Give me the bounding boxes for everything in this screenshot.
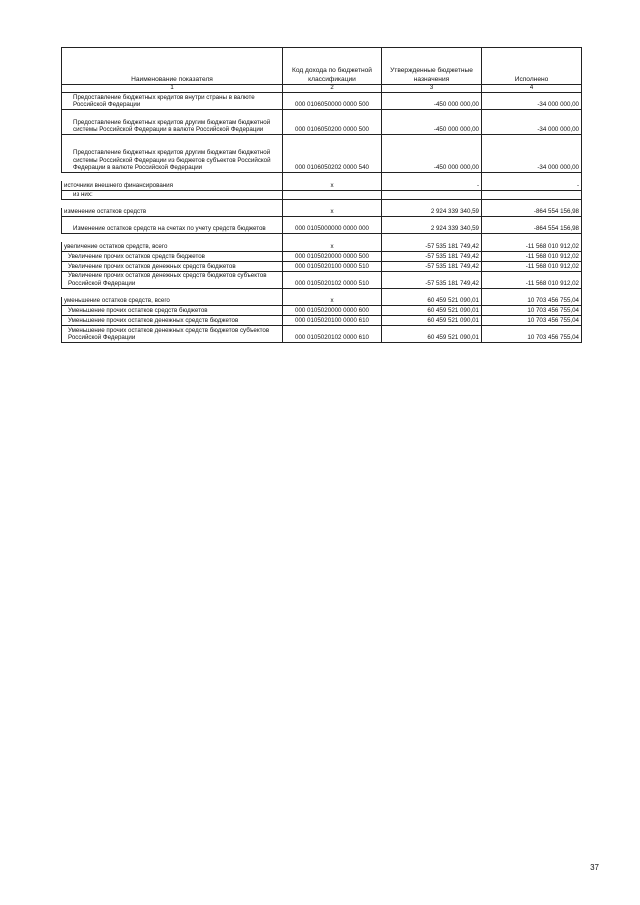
row-code: х (283, 297, 382, 306)
row-plan-value: -57 535 181 749,42 (382, 261, 482, 271)
row-plan-value: -450 000 000,00 (382, 110, 482, 135)
row-name: увеличение остатков средств, всего (62, 242, 283, 251)
table-row (62, 242, 582, 251)
row-name: изменение остатков средств (62, 208, 283, 217)
table-row (62, 297, 582, 306)
row-name: уменьшение остатков средств, всего (62, 297, 283, 306)
row-plan-value: 2 924 339 340,59 (382, 217, 482, 234)
table-row (62, 110, 582, 135)
row-name: Предоставление бюджетных кредитов другим бюджетам бюджетной системы Российской Федерации в валюте Российской Федерации (62, 110, 283, 135)
row-code: 000 0105020102 0000 610 (283, 326, 382, 343)
row-plan-value: -57 535 181 749,42 (382, 251, 482, 261)
row-name: Предоставление бюджетных кредитов другим бюджетам бюджетной системы Российской Федерации из бюджетов субъектов Российской Федерации в валюте Российской Федерации (62, 135, 283, 173)
table-row (62, 135, 582, 173)
row-code: 000 0106050200 0000 500 (283, 110, 382, 135)
table-row (62, 306, 582, 316)
table-row (62, 326, 582, 343)
row-code: 000 0105020000 0000 500 (283, 251, 382, 261)
budget-execution-table (61, 47, 582, 343)
row-code: х (283, 181, 382, 190)
row-code (283, 190, 382, 199)
spacer-row (62, 234, 582, 243)
row-exec-value: 10 703 456 755,04 (482, 306, 582, 316)
row-plan-value: -57 535 181 749,42 (382, 242, 482, 251)
row-code: 000 0106050000 0000 500 (283, 93, 382, 110)
row-exec-value: -34 000 000,00 (482, 110, 582, 135)
row-plan-value: -57 535 181 749,42 (382, 271, 482, 288)
spacer-row (62, 288, 582, 297)
page-number: 37 (590, 863, 599, 872)
header-classification-code: Код дохода по бюджетной классификации (283, 48, 382, 85)
table-header-row (62, 48, 582, 85)
row-exec-value: - (482, 181, 582, 190)
row-code: х (283, 208, 382, 217)
row-exec-value: -11 568 010 912,02 (482, 251, 582, 261)
spacer-row (62, 199, 582, 208)
header-indicator-name: Наименование показателя (62, 48, 283, 85)
column-number: 3 (382, 85, 482, 93)
row-exec-value: -11 568 010 912,02 (482, 271, 582, 288)
column-number: 4 (482, 85, 582, 93)
table-row (62, 316, 582, 326)
table-row (62, 217, 582, 234)
row-plan-value: 60 459 521 090,01 (382, 326, 482, 343)
row-plan-value: 60 459 521 090,01 (382, 306, 482, 316)
row-code: 000 0105000000 0000 000 (283, 217, 382, 234)
table-row (62, 208, 582, 217)
row-code: 000 0105020000 0000 600 (283, 306, 382, 316)
row-plan-value (382, 190, 482, 199)
row-exec-value: 10 703 456 755,04 (482, 316, 582, 326)
row-code: 000 0105020100 0000 610 (283, 316, 382, 326)
row-name: Уменьшение прочих остатков денежных средств бюджетов (62, 316, 283, 326)
row-name: Уменьшение прочих остатков денежных средств бюджетов субъектов Российской Федерации (62, 326, 283, 343)
row-name: Изменение остатков средств на счетах по учету средств бюджетов (62, 217, 283, 234)
table-row (62, 271, 582, 288)
row-exec-value: -11 568 010 912,02 (482, 242, 582, 251)
column-number: 2 (283, 85, 382, 93)
row-plan-value: 2 924 339 340,59 (382, 208, 482, 217)
row-exec-value: -11 568 010 912,02 (482, 261, 582, 271)
row-code: х (283, 242, 382, 251)
row-exec-value: 10 703 456 755,04 (482, 326, 582, 343)
row-plan-value: -450 000 000,00 (382, 93, 482, 110)
row-exec-value: -34 000 000,00 (482, 93, 582, 110)
table-row (62, 251, 582, 261)
table-row (62, 261, 582, 271)
row-name: Увеличение прочих остатков денежных средств бюджетов субъектов Российской Федерации (62, 271, 283, 288)
row-plan-value: - (382, 181, 482, 190)
header-executed: Исполнено (482, 48, 582, 85)
row-plan-value: -450 000 000,00 (382, 135, 482, 173)
table-row (62, 190, 582, 199)
row-name: Увеличение прочих остатков денежных средств бюджетов (62, 261, 283, 271)
row-plan-value: 60 459 521 090,01 (382, 316, 482, 326)
row-name: Предоставление бюджетных кредитов внутри страны в валюте Российской Федерации (62, 93, 283, 110)
row-code: 000 0106050202 0000 540 (283, 135, 382, 173)
row-name: источники внешнего финансирования (62, 181, 283, 190)
column-number: 1 (62, 85, 283, 93)
column-number-row (62, 85, 582, 93)
budget-table-frame (61, 47, 581, 373)
row-exec-value: -864 554 156,98 (482, 208, 582, 217)
table-row (62, 181, 582, 190)
row-code: 000 0105020102 0000 510 (283, 271, 382, 288)
row-name: Уменьшение прочих остатков средств бюджетов (62, 306, 283, 316)
row-plan-value: 60 459 521 090,01 (382, 297, 482, 306)
spacer-row (62, 173, 582, 182)
table-row (62, 93, 582, 110)
row-name: из них: (62, 190, 283, 199)
row-name: Увеличение прочих остатков средств бюджетов (62, 251, 283, 261)
row-exec-value: -864 554 156,98 (482, 217, 582, 234)
row-exec-value (482, 190, 582, 199)
header-approved-budget: Утвержденные бюджетные назначения (382, 48, 482, 85)
row-exec-value: -34 000 000,00 (482, 135, 582, 173)
row-code: 000 0105020100 0000 510 (283, 261, 382, 271)
row-exec-value: 10 703 456 755,04 (482, 297, 582, 306)
